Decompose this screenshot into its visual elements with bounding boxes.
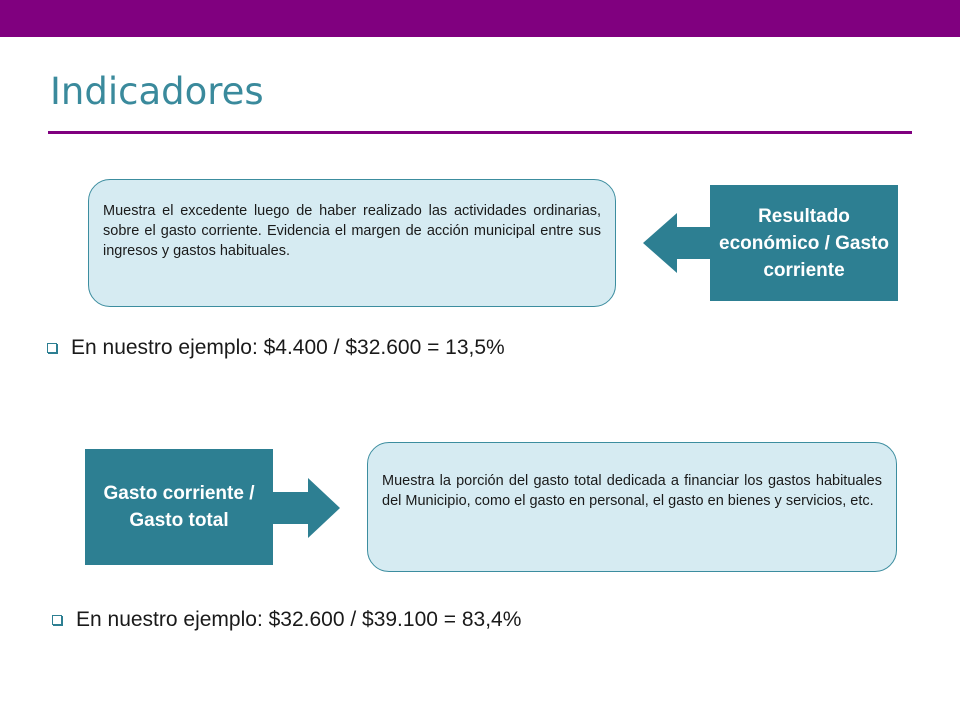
arrow-left-icon — [643, 213, 713, 273]
bullet-square-icon — [52, 615, 62, 625]
title-divider — [48, 131, 912, 134]
arrow-right-icon — [270, 478, 340, 538]
indicator2-description: Muestra la porción del gasto total dedicada a financiar los gastos habituales del Municipio, como el gasto en personal, el gasto en bienes y servicios, etc. — [382, 473, 882, 509]
indicator2-example — [52, 608, 521, 632]
indicator1-description-box — [88, 179, 616, 307]
indicator2-description-box — [367, 442, 897, 572]
indicator2-label-box — [85, 449, 273, 565]
indicator2-example-text: En nuestro ejemplo: $32.600 / $39.100 = 83,4% — [76, 608, 522, 631]
top-accent-bar — [0, 0, 960, 37]
indicator1-label-box — [710, 185, 898, 301]
indicator2-label: Gasto corriente / Gasto total — [103, 483, 255, 531]
indicator1-example — [47, 336, 505, 360]
indicator1-example-text: En nuestro ejemplo: $4.400 / $32.600 = 13,5% — [71, 336, 505, 359]
indicator1-description: Muestra el excedente luego de haber realizado las actividades ordinarias, sobre el gasto corriente. Evidencia el margen de acción municipal entre sus ingresos y gastos habituales. — [103, 203, 601, 259]
page-title: Indicadores — [50, 70, 264, 113]
indicator1-label: Resultado económico / Gasto corriente — [719, 205, 889, 281]
bullet-square-icon — [47, 343, 57, 353]
